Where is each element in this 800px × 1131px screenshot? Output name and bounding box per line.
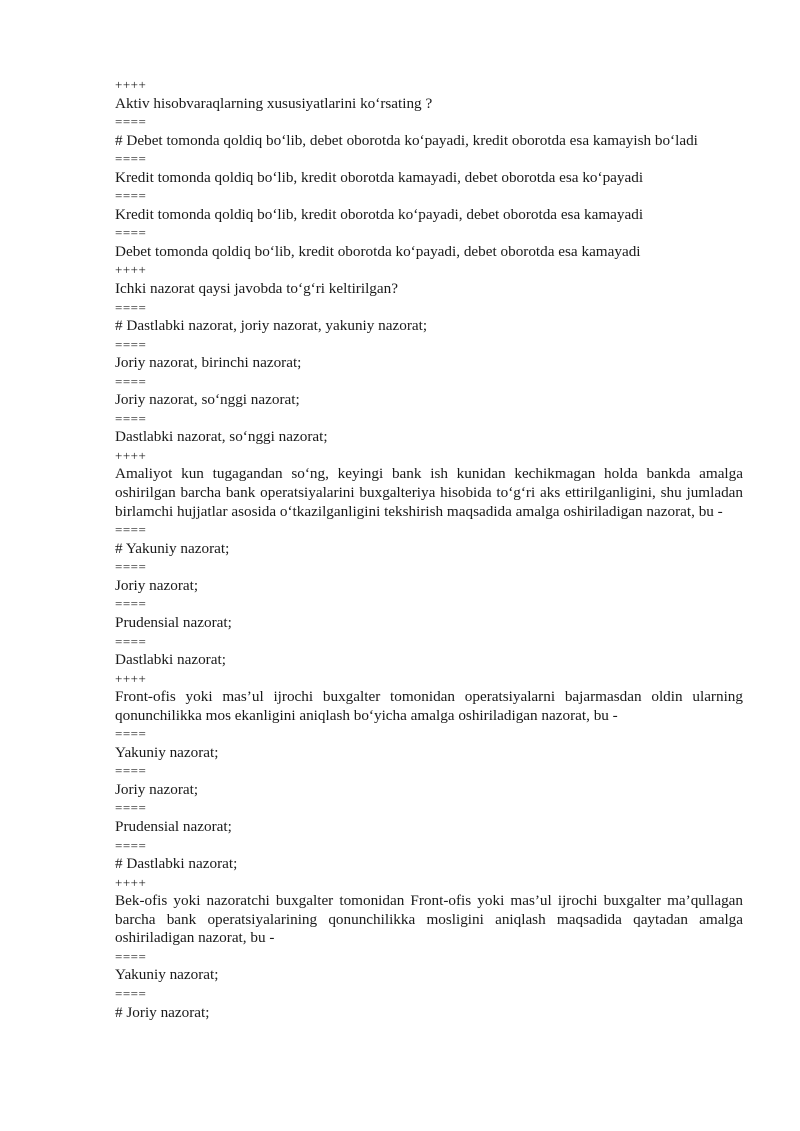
text-line: Aktiv hisobvaraqlarning xususiyatlarini ko‘rsating ? (115, 94, 433, 112)
text-line: Ichki nazorat qaysi javobda to‘g‘ri keltirilgan? (115, 279, 398, 297)
separator-line: ==== (115, 800, 147, 816)
text-line: Kredit tomonda qoldiq bo‘lib, kredit oborotda kamayadi, debet oborotda esa ko‘payadi (115, 168, 644, 186)
separator-line: ==== (115, 151, 147, 167)
separator-line: ==== (115, 726, 147, 742)
separator-line: ==== (115, 373, 147, 389)
separator-line: ++++ (115, 874, 147, 890)
text-line: Joriy nazorat, birinchi nazorat; (115, 354, 302, 372)
text-line: Yakuniy nazorat; (115, 743, 219, 761)
text-line: Joriy nazorat; (115, 780, 199, 798)
text-line: Joriy nazorat, so‘nggi nazorat; (115, 391, 300, 409)
separator-line: ==== (115, 188, 147, 204)
separator-line: ==== (115, 410, 147, 426)
text-line: Kredit tomonda qoldiq bo‘lib, kredit oborotda ko‘payadi, debet oborotda esa kamayadi (115, 205, 644, 223)
separator-line: ++++ (115, 670, 147, 686)
text-line: # Yakuniy nazorat; (115, 539, 230, 557)
separator-line: ++++ (115, 77, 147, 92)
question-paragraph: Front-ofis yoki mas’ul ijrochi buxgalter tomonidan operatsiyalarni bajarmasdan oldin ularning qonunchilikka mos ekanligini aniqlash bo‘yicha amalga oshiriladigan nazorat, bu - (115, 688, 743, 724)
text-line: # Debet tomonda qoldiq bo‘lib, debet oborotda ko‘payadi, kredit oborotda esa kamayish bo‘ladi (115, 131, 698, 149)
question-paragraph: Amaliyot kun tugagandan so‘ng, keyingi bank ish kunidan kechikmagan holda bankda amalga oshirilgan barcha bank operatsiyalarini buxgalteriya hisobida to‘g‘ri aks ettirilganligini, shu jumladan birlamchi hujjatlar asosida o‘tkazilganligini tekshirish maqsadida amalga oshiriladigan nazorat, bu - (115, 465, 743, 520)
separator-line: ==== (115, 986, 147, 1002)
separator-line: ==== (115, 633, 147, 649)
separator-line: ==== (115, 596, 147, 612)
separator-line: ==== (115, 763, 147, 779)
text-line: Joriy nazorat; (115, 576, 199, 594)
question-paragraph: Bek-ofis yoki nazoratchi buxgalter tomonidan Front-ofis yoki mas’ul ijrochi buxgalter ma’qullagan barcha bank operatsiyalarining qonunchilikka mosligini aniqlash maqsadida qaytadan amalga oshiriladigan nazorat, bu - (115, 892, 743, 947)
text-line: Prudensial nazorat; (115, 817, 232, 835)
text-line: # Joriy nazorat; (115, 1003, 210, 1021)
text-line: Debet tomonda qoldiq bo‘lib, kredit oborotda ko‘payadi, debet oborotda esa kamayadi (115, 242, 641, 260)
separator-line: ==== (115, 559, 147, 575)
separator-line: ==== (115, 522, 147, 538)
text-line: Prudensial nazorat; (115, 613, 232, 631)
separator-line: ++++ (115, 447, 147, 463)
separator-line: ==== (115, 948, 147, 964)
separator-line: ==== (115, 114, 147, 130)
separator-line: ==== (115, 299, 147, 315)
text-line: Yakuniy nazorat; (115, 966, 219, 984)
separator-line: ==== (115, 225, 147, 241)
document-page (115, 76, 743, 1022)
separator-line: ++++ (115, 262, 147, 278)
text-line: Dastlabki nazorat, so‘nggi nazorat; (115, 428, 328, 446)
text-line: Dastlabki nazorat; (115, 651, 226, 668)
separator-line: ==== (115, 336, 147, 352)
text-line: # Dastlabki nazorat; (115, 855, 238, 873)
text-line: # Dastlabki nazorat, joriy nazorat, yakuniy nazorat; (115, 317, 428, 335)
separator-line: ==== (115, 837, 147, 853)
